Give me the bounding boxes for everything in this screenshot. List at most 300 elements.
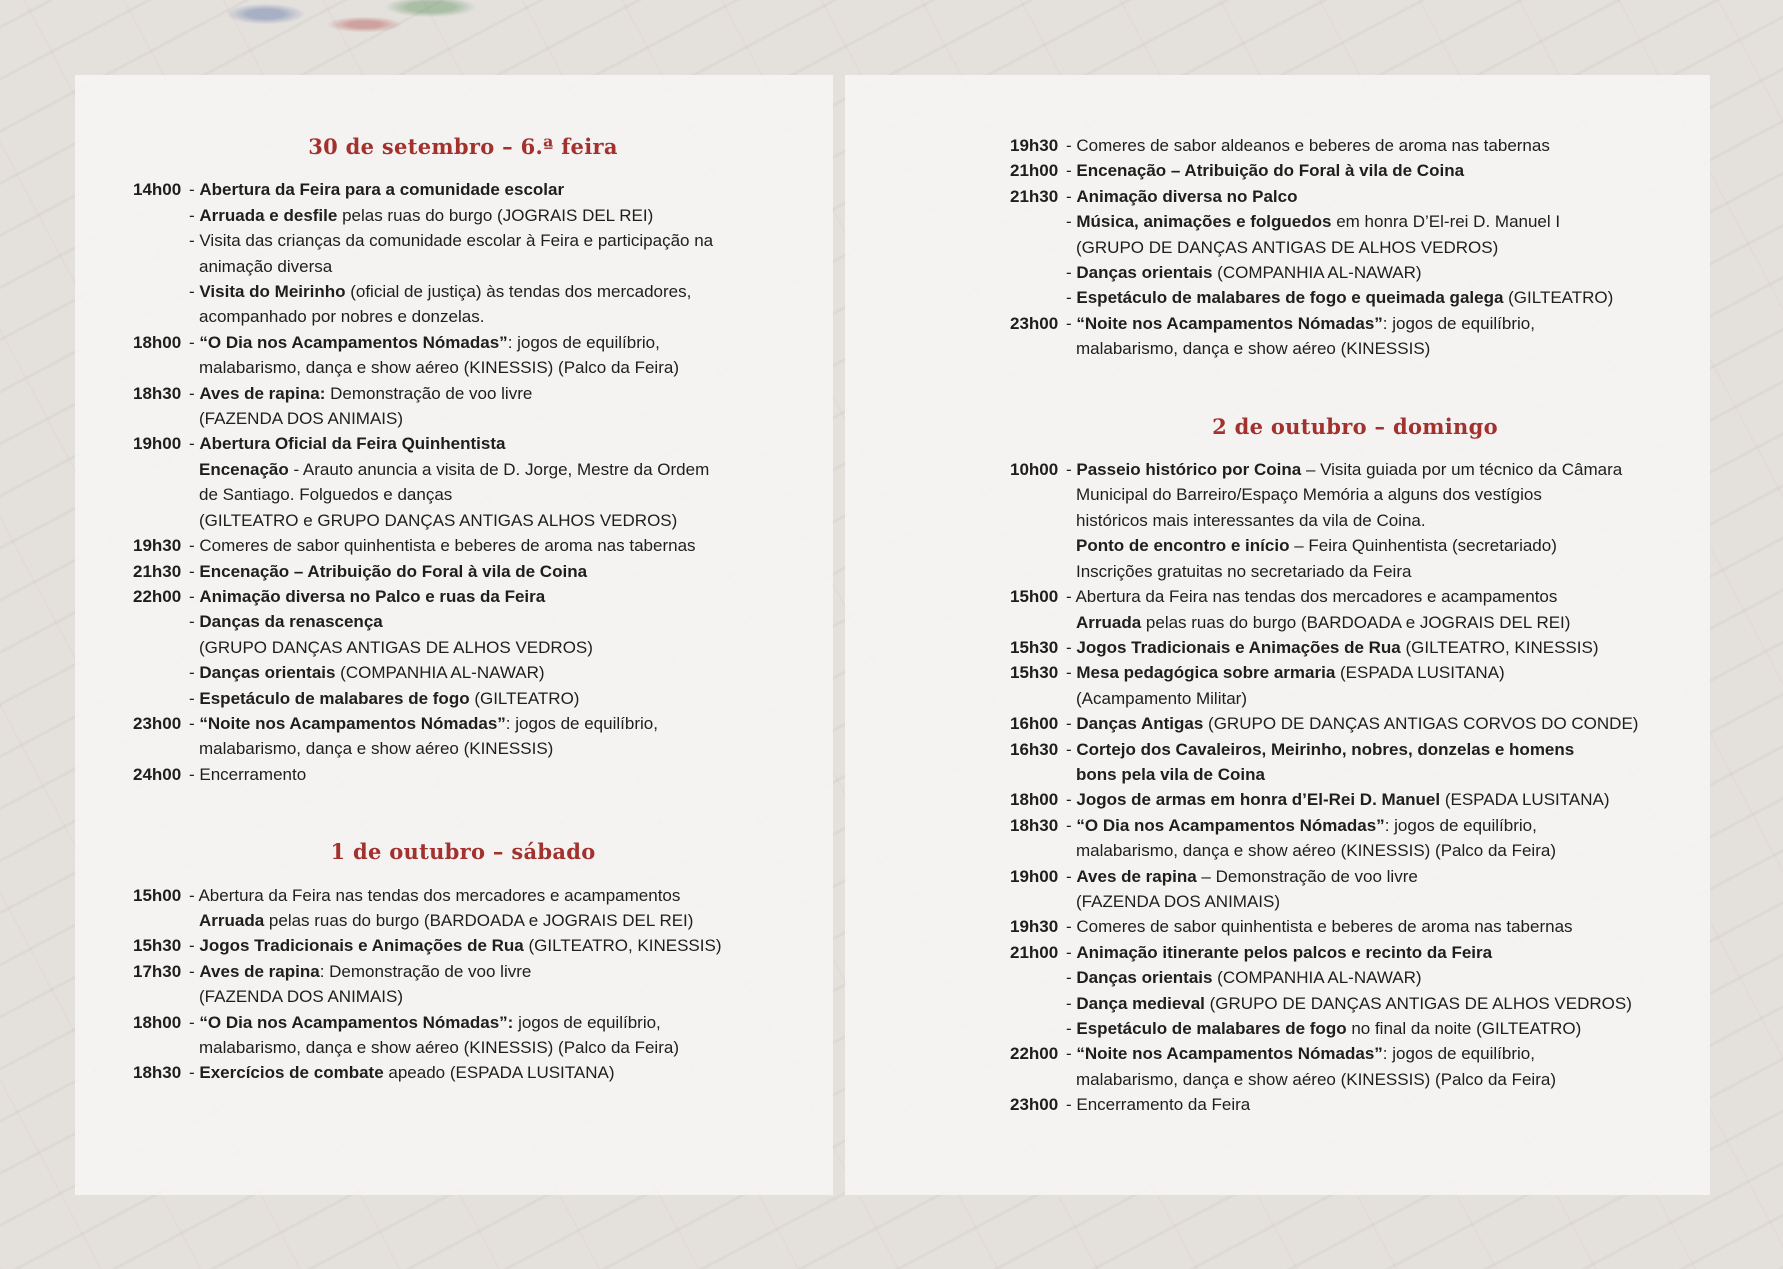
event-text [1066, 1041, 1700, 1066]
left-column [133, 134, 793, 1086]
event-title: Arruada [1076, 612, 1142, 632]
event-text [1066, 508, 1700, 533]
event-detail: pelas ruas do burgo (BARDOADA e JOGRAIS DEL REI) [1141, 612, 1571, 632]
event-text [189, 1010, 793, 1035]
schedule-line [133, 609, 793, 634]
event-text [189, 736, 793, 761]
schedule-line [1010, 889, 1700, 914]
schedule-line [1010, 133, 1700, 158]
event-text [1066, 610, 1700, 635]
time-label: 15h30 [1010, 637, 1059, 657]
event-title: Animação diversa no Palco [1076, 186, 1298, 206]
event-text [189, 984, 793, 1009]
event-detail: (GRUPO DE DANÇAS ANTIGAS CORVOS DO CONDE) [1203, 714, 1639, 734]
time-label [133, 1035, 189, 1060]
event-title: Danças da renascença [199, 612, 383, 632]
time-label [133, 482, 189, 507]
event-text [189, 431, 793, 456]
time-label: 19h00 [1010, 866, 1059, 886]
day-schedule-30-setembro [133, 177, 793, 787]
event-detail: - [189, 764, 200, 784]
event-title: Jogos Tradicionais e Animações de Rua [1076, 637, 1401, 657]
event-title: Cortejo dos Cavaleiros, Meirinho, nobres, donzelas e homens [1076, 739, 1575, 759]
event-detail: - Arauto anuncia a visita de D. Jorge, Mestre da Ordem [288, 459, 710, 479]
event-text [1066, 559, 1700, 584]
time-label [1010, 1016, 1066, 1041]
event-detail: Encerramento [199, 764, 307, 784]
day-title-1-outubro: 1 de outubro – sábado [330, 839, 596, 865]
event-text [1066, 457, 1700, 482]
event-title: Mesa pedagógica sobre armaria [1076, 663, 1336, 683]
event-detail: : jogos de equilíbrio, [507, 332, 660, 352]
event-detail: malabarismo, dança e show aéreo (KINESSIS) [1076, 339, 1431, 359]
event-text [1066, 533, 1700, 558]
time-label: 16h30 [1010, 739, 1059, 759]
time-label [133, 203, 189, 228]
event-detail: - [1066, 186, 1077, 206]
schedule-line [1010, 1067, 1700, 1092]
event-detail: de Santiago. Folguedos e danças [199, 485, 453, 505]
schedule-line [1010, 285, 1700, 310]
event-text [189, 254, 793, 279]
time-label: 23h00 [133, 713, 182, 733]
time-label: 16h00 [1010, 714, 1059, 734]
event-detail: históricos mais interessantes da vila de Coina. [1076, 510, 1426, 530]
time-label: 19h00 [133, 434, 182, 454]
event-text [189, 660, 793, 685]
event-text [1066, 686, 1700, 711]
event-detail: Demonstração de voo livre [325, 383, 533, 403]
time-label [133, 228, 189, 253]
event-title: bons pela vila de Coina [1076, 764, 1265, 784]
time-label [1010, 762, 1066, 787]
event-text [189, 1035, 793, 1060]
schedule-line [133, 559, 793, 584]
schedule-line [133, 533, 793, 558]
time-label [1010, 482, 1066, 507]
time-label [1010, 260, 1066, 285]
schedule-line [1010, 940, 1700, 965]
schedule-line [1010, 311, 1700, 336]
event-title: Danças Antigas [1076, 714, 1204, 734]
schedule-line [133, 304, 793, 329]
schedule-line [1010, 336, 1700, 361]
time-label [1010, 991, 1066, 1016]
event-detail: - [189, 961, 200, 981]
event-text [1066, 965, 1700, 990]
time-label [1010, 838, 1066, 863]
event-title: Visita do Meirinho [199, 282, 346, 302]
time-label [1010, 559, 1066, 584]
event-title: “O Dia nos Acampamentos Nómadas”: [199, 1012, 514, 1032]
schedule-line [133, 984, 793, 1009]
event-title: Aves de rapina [1076, 866, 1197, 886]
schedule-line [1010, 184, 1700, 209]
event-detail: malabarismo, dança e show aéreo (KINESSIS) (Palco da Feira) [199, 358, 679, 378]
event-detail: (GRUPO DANÇAS ANTIGAS DE ALHOS VEDROS) [199, 637, 593, 657]
event-title: Espetáculo de malabares de fogo [199, 688, 470, 708]
time-label: 19h30 [1010, 917, 1059, 937]
time-label [1010, 1067, 1066, 1092]
event-detail: - [1066, 1044, 1077, 1064]
event-title: Passeio histórico por Coina [1076, 460, 1302, 480]
schedule-line [133, 762, 793, 787]
event-title: Exercícios de combate [199, 1063, 384, 1083]
event-detail: apeado (ESPADA LUSITANA) [383, 1063, 615, 1083]
event-text [1066, 737, 1700, 762]
event-detail: acompanhado por nobres e donzelas. [199, 307, 485, 327]
schedule-line [133, 635, 793, 660]
time-label: 19h30 [1010, 136, 1059, 155]
event-text [1066, 635, 1700, 660]
time-label: 23h00 [1010, 1095, 1059, 1115]
event-detail: - Encerramento da Feira [1066, 1095, 1251, 1115]
event-detail: : jogos de equilíbrio, [1382, 313, 1535, 333]
event-detail: - [1066, 790, 1077, 810]
event-detail: - [1066, 993, 1077, 1013]
illuminated-ornament [150, 0, 480, 70]
event-detail: - [1066, 460, 1077, 480]
event-detail: - Visita das crianças da comunidade escolar à Feira e participação na [189, 231, 714, 251]
event-text [189, 908, 793, 933]
time-label: 15h00 [1010, 587, 1059, 607]
schedule-line [1010, 813, 1700, 838]
time-label [133, 304, 189, 329]
event-detail: - [189, 282, 200, 302]
event-detail: (GILTEATRO) [469, 688, 580, 708]
event-detail: (GILTEATRO, KINESSIS) [1400, 637, 1599, 657]
event-title: “O Dia nos Acampamentos Nómadas” [1076, 815, 1385, 835]
schedule-line [133, 584, 793, 609]
time-label [133, 355, 189, 380]
event-detail: malabarismo, dança e show aéreo (KINESSIS) (Palco da Feira) [1076, 841, 1556, 861]
event-title: Abertura Oficial da Feira Quinhentista [199, 434, 506, 454]
event-text [189, 203, 793, 228]
event-detail: - Comeres de sabor quinhentista e beberes de aroma nas tabernas [189, 536, 696, 556]
time-label: 18h00 [1010, 790, 1059, 810]
schedule-line [133, 908, 793, 933]
event-detail: - [189, 612, 200, 632]
schedule-line [1010, 914, 1700, 939]
schedule-line [1010, 762, 1700, 787]
time-label [133, 660, 189, 685]
right-column [1010, 133, 1700, 1118]
time-label [133, 984, 189, 1009]
time-label [133, 736, 189, 761]
event-detail: malabarismo, dança e show aéreo (KINESSIS) (Palco da Feira) [199, 1038, 679, 1057]
event-detail: - [1066, 212, 1077, 232]
time-label: 21h30 [133, 561, 182, 581]
event-title: Jogos Tradicionais e Animações de Rua [199, 936, 524, 956]
schedule-line [1010, 864, 1700, 889]
event-text [189, 177, 793, 202]
time-label [1010, 285, 1066, 310]
event-detail: - [189, 663, 200, 683]
event-detail: - [189, 205, 200, 225]
event-title: Jogos de armas em honra d’El-Rei D. Manuel [1076, 790, 1441, 810]
event-text [189, 406, 793, 431]
event-text [1066, 235, 1700, 260]
event-text [1066, 914, 1700, 939]
event-text [189, 508, 793, 533]
event-text [1066, 482, 1700, 507]
schedule-line [133, 482, 793, 507]
event-detail: malabarismo, dança e show aéreo (KINESSIS) [199, 739, 554, 759]
schedule-line [1010, 235, 1700, 260]
schedule-line [133, 203, 793, 228]
event-detail: no final da noite (GILTEATRO) [1346, 1019, 1582, 1038]
event-detail: - [1066, 161, 1077, 181]
event-detail: (FAZENDA DOS ANIMAIS) [199, 987, 404, 1007]
event-detail: - [189, 383, 200, 403]
event-text [1066, 184, 1700, 209]
event-text [189, 330, 793, 355]
event-text [1066, 940, 1700, 965]
event-text [189, 559, 793, 584]
schedule-line [133, 406, 793, 431]
event-detail: - [189, 434, 200, 454]
event-detail: (GILTEATRO, KINESSIS) [523, 936, 722, 956]
time-label: 21h00 [1010, 161, 1059, 181]
time-label [1010, 336, 1066, 361]
day-title-2-outubro: 2 de outubro – domingo [1212, 413, 1498, 439]
event-text [189, 533, 793, 558]
schedule-line [1010, 965, 1700, 990]
event-title: “Noite nos Acampamentos Nómadas” [1076, 313, 1383, 333]
schedule-line [133, 355, 793, 380]
event-title: Aves de rapina: [199, 383, 326, 403]
schedule-line [133, 177, 793, 202]
time-label: 14h00 [133, 180, 182, 200]
event-detail: (ESPADA LUSITANA) [1440, 790, 1610, 810]
event-text [189, 711, 793, 736]
event-title: Ponto de encontro e início [1076, 536, 1290, 556]
schedule-line [1010, 260, 1700, 285]
schedule-line [1010, 991, 1700, 1016]
day-title-30-setembro: 30 de setembro – 6.ª feira [308, 134, 618, 159]
event-title: Espetáculo de malabares de fogo [1076, 1019, 1347, 1038]
schedule-line [133, 1035, 793, 1060]
event-title: “O Dia nos Acampamentos Nómadas” [199, 332, 508, 352]
event-text [1066, 209, 1700, 234]
day-schedule-2-outubro [1010, 457, 1700, 1118]
time-label [1010, 235, 1066, 260]
schedule-line [133, 508, 793, 533]
event-title: Encenação – Atribuição do Foral à vila de Coina [199, 561, 588, 581]
time-label [1010, 533, 1066, 558]
event-detail: Municipal do Barreiro/Espaço Memória a alguns dos vestígios [1076, 485, 1542, 505]
event-text [189, 457, 793, 482]
event-title: Danças orientais [199, 663, 336, 683]
schedule-line [1010, 209, 1700, 234]
event-detail: - [1066, 942, 1077, 962]
schedule-line [1010, 482, 1700, 507]
event-detail: (Acampamento Militar) [1076, 688, 1247, 708]
event-text [1066, 158, 1700, 183]
event-detail: em honra D’El-rei D. Manuel I [1331, 212, 1561, 232]
time-label: 10h00 [1010, 460, 1059, 480]
event-detail: - [1066, 263, 1077, 283]
time-label [133, 406, 189, 431]
time-label [133, 279, 189, 304]
event-detail: - [189, 586, 200, 606]
time-label [1010, 965, 1066, 990]
schedule-line [1010, 838, 1700, 863]
time-label: 19h30 [133, 536, 182, 556]
day-schedule-1-outubro-continued [1010, 133, 1700, 362]
event-title: Encenação – Atribuição do Foral à vila de Coina [1076, 161, 1465, 181]
event-detail: jogos de equilíbrio, [513, 1012, 661, 1032]
time-label [1010, 209, 1066, 234]
schedule-line [133, 254, 793, 279]
event-detail: (COMPANHIA AL-NAWAR) [335, 663, 545, 683]
event-detail: - [1066, 663, 1077, 683]
day-schedule-1-outubro [133, 883, 793, 1086]
event-detail: malabarismo, dança e show aéreo (KINESSIS) (Palco da Feira) [1076, 1069, 1556, 1089]
event-detail: - [189, 936, 200, 956]
event-detail: : Demonstração de voo livre [319, 961, 532, 981]
event-detail: : jogos de equilíbrio, [505, 713, 658, 733]
event-detail: - [1066, 313, 1077, 333]
event-text [1066, 711, 1700, 736]
schedule-line [1010, 559, 1700, 584]
time-label: 18h30 [133, 383, 182, 403]
event-title: Aves de rapina [199, 961, 320, 981]
schedule-line [133, 457, 793, 482]
event-detail: (ESPADA LUSITANA) [1335, 663, 1505, 683]
schedule-line [1010, 737, 1700, 762]
event-text [189, 635, 793, 660]
event-detail: (FAZENDA DOS ANIMAIS) [1076, 891, 1281, 911]
event-detail: : jogos de equilíbrio, [1384, 815, 1537, 835]
event-text [1066, 1092, 1700, 1117]
schedule-line [1010, 508, 1700, 533]
time-label: 18h00 [133, 332, 182, 352]
event-text [189, 1060, 793, 1085]
time-label [133, 908, 189, 933]
schedule-line [133, 883, 793, 908]
event-text [189, 381, 793, 406]
event-text [1066, 762, 1700, 787]
time-label [133, 457, 189, 482]
event-detail: - [189, 1012, 200, 1032]
time-label: 23h00 [1010, 313, 1059, 333]
event-text [1066, 660, 1700, 685]
schedule-line [1010, 1041, 1700, 1066]
event-detail: - [1066, 288, 1077, 308]
event-detail: - [1066, 739, 1077, 759]
event-text [189, 609, 793, 634]
event-text [1066, 1016, 1700, 1041]
time-label: 15h30 [133, 936, 182, 956]
event-detail: - [189, 1063, 200, 1083]
event-text [189, 279, 793, 304]
schedule-line [1010, 584, 1700, 609]
schedule-line [1010, 635, 1700, 660]
schedule-line [133, 933, 793, 958]
schedule-line [133, 736, 793, 761]
event-title: Espetáculo de malabares de fogo e queimada galega [1076, 288, 1504, 308]
event-text [1066, 584, 1700, 609]
event-detail: - Comeres de sabor aldeanos e beberes de aroma nas tabernas [1066, 136, 1550, 155]
event-title: Danças orientais [1076, 968, 1213, 988]
event-detail: - Abertura da Feira nas tendas dos mercadores e acampamentos [1066, 587, 1558, 607]
schedule-line [1010, 533, 1700, 558]
event-detail: - Abertura da Feira nas tendas dos mercadores e acampamentos [189, 885, 681, 905]
schedule-line [133, 686, 793, 711]
event-detail: – Demonstração de voo livre [1196, 866, 1418, 886]
event-detail: (FAZENDA DOS ANIMAIS) [199, 409, 404, 429]
event-detail: – Visita guiada por um técnico da Câmara [1301, 460, 1623, 480]
event-detail: - [1066, 1019, 1077, 1038]
event-detail: pelas ruas do burgo (BARDOADA e JOGRAIS DEL REI) [264, 910, 694, 930]
event-title: Danças orientais [1076, 263, 1213, 283]
event-detail: (GILTEATRO e GRUPO DANÇAS ANTIGAS ALHOS VEDROS) [199, 510, 678, 530]
schedule-line [133, 381, 793, 406]
event-detail: Inscrições gratuitas no secretariado da Feira [1076, 561, 1412, 581]
schedule-line [133, 1060, 793, 1085]
event-detail: pelas ruas do burgo (JOGRAIS DEL REI) [337, 205, 654, 225]
event-text [189, 933, 793, 958]
time-label: 15h30 [1010, 663, 1059, 683]
event-detail: (COMPANHIA AL-NAWAR) [1212, 263, 1422, 283]
event-title: Arruada e desfile [199, 205, 338, 225]
time-label [133, 686, 189, 711]
time-label: 18h00 [133, 1012, 182, 1032]
event-detail: (GRUPO DE DANÇAS ANTIGAS DE ALHOS VEDROS) [1204, 993, 1632, 1013]
schedule-line [133, 279, 793, 304]
event-text [1066, 311, 1700, 336]
schedule-line [133, 959, 793, 984]
event-text [1066, 864, 1700, 889]
event-text [1066, 787, 1700, 812]
event-title: “Noite nos Acampamentos Nómadas” [1076, 1044, 1383, 1064]
event-detail: - [1066, 714, 1077, 734]
event-text [189, 686, 793, 711]
event-title: Abertura da Feira para a comunidade escolar [199, 180, 565, 200]
time-label [133, 508, 189, 533]
event-text [1066, 133, 1700, 158]
time-label: 18h30 [133, 1063, 182, 1083]
event-text [1066, 813, 1700, 838]
event-detail: (GILTEATRO) [1503, 288, 1614, 308]
schedule-line [1010, 158, 1700, 183]
schedule-line [1010, 1092, 1700, 1117]
event-detail: (COMPANHIA AL-NAWAR) [1212, 968, 1422, 988]
event-detail: – Feira Quinhentista (secretariado) [1289, 536, 1557, 556]
schedule-line [1010, 787, 1700, 812]
schedule-line [1010, 711, 1700, 736]
time-label [1010, 508, 1066, 533]
schedule-line [1010, 610, 1700, 635]
time-label: 15h00 [133, 885, 182, 905]
event-text [189, 482, 793, 507]
event-text [1066, 991, 1700, 1016]
event-detail: : jogos de equilíbrio, [1382, 1044, 1535, 1064]
event-detail: - [189, 180, 200, 200]
event-detail: - Comeres de sabor quinhentista e beberes de aroma nas tabernas [1066, 917, 1573, 937]
event-text [189, 883, 793, 908]
event-detail: - [189, 713, 200, 733]
event-text [189, 959, 793, 984]
event-detail: - [189, 561, 200, 581]
event-title: “Noite nos Acampamentos Nómadas” [199, 713, 506, 733]
event-detail: - [1066, 968, 1077, 988]
event-title: Animação itinerante pelos palcos e recinto da Feira [1076, 942, 1493, 962]
time-label [133, 254, 189, 279]
event-text [1066, 838, 1700, 863]
event-detail: - [189, 688, 200, 708]
